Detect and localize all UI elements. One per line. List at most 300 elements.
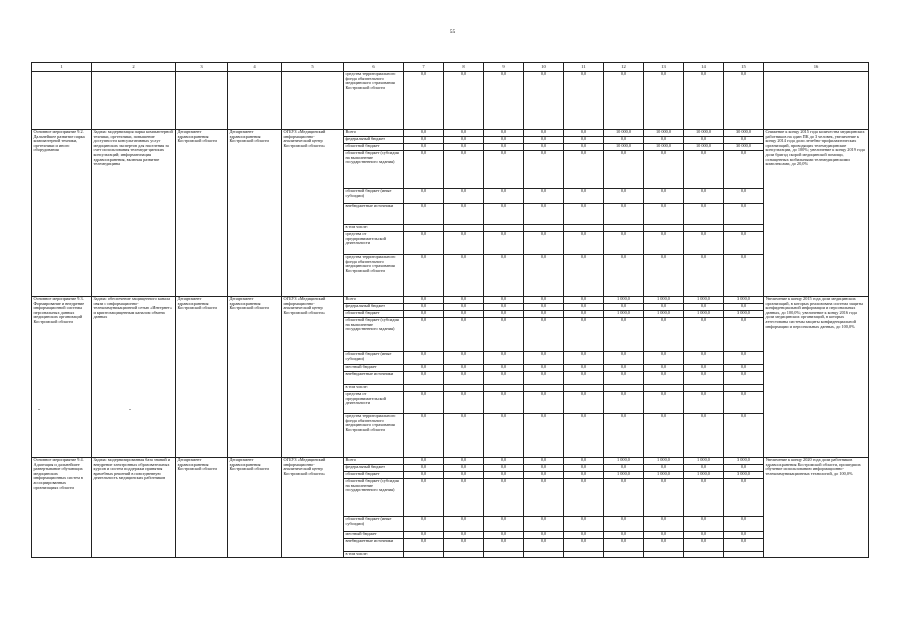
amount-cell: 0,0 xyxy=(564,458,604,465)
amount-cell xyxy=(524,385,564,392)
amount-cell: 0,0 xyxy=(404,539,444,552)
empty-cell xyxy=(176,72,228,130)
co-executor: Департамент здравоохранения Костромской области xyxy=(176,458,228,558)
amount-cell: 0,0 xyxy=(524,318,564,352)
amount-cell: 0,0 xyxy=(484,472,524,479)
empty-cell xyxy=(228,72,282,130)
amount-cell xyxy=(404,225,444,232)
amount-cell: 0,0 xyxy=(684,414,724,458)
amount-cell: 0,0 xyxy=(444,255,484,297)
table-row xyxy=(32,297,869,304)
expected-result: Увеличение к концу 2020 года доли работников здравоохранения Костромской области, прошедших обучение использованию информационно-телекоммуникационных технологий, до 100,0% xyxy=(764,458,869,558)
header-row xyxy=(32,63,869,72)
amount-cell: 0,0 xyxy=(724,465,764,472)
amount-cell: 0,0 xyxy=(444,204,484,225)
amount-cell: 1 000,0 xyxy=(604,472,644,479)
amount-cell: 0,0 xyxy=(724,352,764,365)
amount-cell: 0,0 xyxy=(444,318,484,352)
amount-cell: 0,0 xyxy=(444,232,484,255)
column-number: 8 xyxy=(444,63,484,72)
funding-source: областной бюджет (иные субсидии) xyxy=(344,352,404,365)
amount-cell: 0,0 xyxy=(524,130,564,137)
amount-cell: 0,0 xyxy=(404,311,444,318)
customer: Департамент здравоохранения Костромской области xyxy=(228,297,282,458)
amount-cell: 0,0 xyxy=(684,365,724,372)
amount-cell: 0,0 xyxy=(404,532,444,539)
amount-cell: 0,0 xyxy=(404,465,444,472)
amount-cell: 0,0 xyxy=(564,414,604,458)
amount-cell: 1 000,0 xyxy=(604,458,644,465)
amount-cell: 0,0 xyxy=(484,255,524,297)
amount-cell: 0,0 xyxy=(404,414,444,458)
amount-cell: 0,0 xyxy=(404,479,444,517)
amount-cell: 0,0 xyxy=(524,372,564,385)
amount-cell: 0,0 xyxy=(644,465,684,472)
amount-cell: 0,0 xyxy=(564,318,604,352)
amount-cell: 0,0 xyxy=(524,151,564,189)
amount-cell xyxy=(724,225,764,232)
funding-source: областной бюджет (субсидия на выполнение государственного задания) xyxy=(344,479,404,517)
amount-cell: 0,0 xyxy=(484,392,524,414)
amount-cell: 0,0 xyxy=(684,532,724,539)
empty-cell xyxy=(764,72,869,130)
amount-cell: 0,0 xyxy=(404,144,444,151)
amount-cell: 0,0 xyxy=(444,297,484,304)
amount-cell: 0,0 xyxy=(404,318,444,352)
amount-cell: 0,0 xyxy=(444,311,484,318)
funding-source: областной бюджет xyxy=(344,311,404,318)
amount-cell: 0,0 xyxy=(564,465,604,472)
amount-cell: 0,0 xyxy=(524,311,564,318)
amount-cell: 0,0 xyxy=(564,365,604,372)
amount-cell: 0,0 xyxy=(644,365,684,372)
empty-cell xyxy=(32,72,92,130)
measure-task: Задача: модернизация парка компьютерной техники, оргтехники, повышение доступности консультативных услуг медицинских экспертов для населения за счет использования телемеди-цинских консультаций; информатизация здравоохранения, включая развитие телемедицины xyxy=(92,130,176,297)
amount-cell xyxy=(724,552,764,558)
amount-cell xyxy=(404,385,444,392)
amount-cell: 0,0 xyxy=(564,232,604,255)
amount-cell: 0,0 xyxy=(524,539,564,552)
amount-cell: 0,0 xyxy=(604,479,644,517)
amount-cell: 0,0 xyxy=(724,392,764,414)
amount-cell: 0,0 xyxy=(444,144,484,151)
amount-cell: 3 000,0 xyxy=(724,311,764,318)
amount-cell xyxy=(724,385,764,392)
amount-cell: 0,0 xyxy=(404,232,444,255)
amount-cell: 1 000,0 xyxy=(684,458,724,465)
measure-task: Задача: обеспечение защищенного канала связи с информационно-телекоммуникационной сетью «Интернет» и криптозащищенным каналом обмена данных xyxy=(92,297,176,458)
executor: ОГБУЗ «Медицинский информационно-аналитический центр Костромской области» xyxy=(282,297,344,458)
amount-cell: 0,0 xyxy=(484,311,524,318)
amount-cell: 0,0 xyxy=(524,297,564,304)
amount-cell: 0,0 xyxy=(404,392,444,414)
amount-cell: 0,0 xyxy=(604,465,644,472)
amount-cell: 0,0 xyxy=(604,72,644,130)
amount-cell: 0,0 xyxy=(604,204,644,225)
amount-cell: 0,0 xyxy=(684,255,724,297)
amount-cell: 0,0 xyxy=(564,137,604,144)
amount-cell: 0,0 xyxy=(644,532,684,539)
amount-cell: 0,0 xyxy=(484,532,524,539)
amount-cell: 0,0 xyxy=(524,352,564,365)
amount-cell: 0,0 xyxy=(444,532,484,539)
amount-cell: 0,0 xyxy=(444,372,484,385)
amount-cell: 0,0 xyxy=(484,414,524,458)
amount-cell: 0,0 xyxy=(484,465,524,472)
amount-cell: 0,0 xyxy=(404,204,444,225)
amount-cell: 0,0 xyxy=(484,318,524,352)
amount-cell xyxy=(564,385,604,392)
amount-cell: 0,0 xyxy=(724,479,764,517)
amount-cell: 0,0 xyxy=(484,297,524,304)
amount-cell: 0,0 xyxy=(724,189,764,204)
amount-cell: 0,0 xyxy=(684,392,724,414)
amount-cell: 0,0 xyxy=(644,304,684,311)
amount-cell: 0,0 xyxy=(644,151,684,189)
measure-task: Задача: модернизированная база знаний и внедрение электронных образовательных курсов и систем поддержки принятия врачебных решений в повседневную деятельность медицинских работников xyxy=(92,458,176,558)
amount-cell: 0,0 xyxy=(484,189,524,204)
amount-cell: 0,0 xyxy=(564,204,604,225)
amount-cell: 0,0 xyxy=(524,532,564,539)
amount-cell: 0,0 xyxy=(724,365,764,372)
amount-cell: 0,0 xyxy=(564,304,604,311)
amount-cell: 0,0 xyxy=(564,189,604,204)
amount-cell: 10 000,0 xyxy=(644,130,684,137)
amount-cell: 0,0 xyxy=(524,304,564,311)
amount-cell: 10 000,0 xyxy=(684,130,724,137)
amount-cell: 0,0 xyxy=(604,532,644,539)
amount-cell: 3 000,0 xyxy=(724,297,764,304)
amount-cell: 0,0 xyxy=(644,539,684,552)
amount-cell: 0,0 xyxy=(484,352,524,365)
column-number: 6 xyxy=(344,63,404,72)
amount-cell: 0,0 xyxy=(564,255,604,297)
funding-source: внебюджетные источники xyxy=(344,372,404,385)
amount-cell: 0,0 xyxy=(684,318,724,352)
amount-cell xyxy=(644,552,684,558)
amount-cell: 0,0 xyxy=(484,479,524,517)
amount-cell: 0,0 xyxy=(484,517,524,532)
amount-cell: 0,0 xyxy=(484,72,524,130)
amount-cell: 0,0 xyxy=(604,255,644,297)
amount-cell: 0,0 xyxy=(684,539,724,552)
amount-cell: 0,0 xyxy=(644,204,684,225)
amount-cell xyxy=(684,552,724,558)
amount-cell: 0,0 xyxy=(644,318,684,352)
amount-cell: 0,0 xyxy=(604,365,644,372)
amount-cell: 0,0 xyxy=(444,151,484,189)
amount-cell: 1 000,0 xyxy=(644,458,684,465)
amount-cell: 0,0 xyxy=(444,465,484,472)
column-number: 12 xyxy=(604,63,644,72)
funding-source: внебюджетные источники xyxy=(344,204,404,225)
amount-cell: 0,0 xyxy=(724,532,764,539)
amount-cell: 0,0 xyxy=(684,151,724,189)
amount-cell: 10 000,0 xyxy=(684,144,724,151)
amount-cell: 0,0 xyxy=(524,479,564,517)
amount-cell: 0,0 xyxy=(684,465,724,472)
funding-source: местный бюджет xyxy=(344,532,404,539)
amount-cell: 1 000,0 xyxy=(644,472,684,479)
amount-cell: 0,0 xyxy=(604,304,644,311)
customer: Департамент здравоохранения Костромской области xyxy=(228,458,282,558)
amount-cell: 0,0 xyxy=(404,151,444,189)
amount-cell: 0,0 xyxy=(404,365,444,372)
amount-cell: 0,0 xyxy=(404,304,444,311)
amount-cell: 0,0 xyxy=(444,392,484,414)
amount-cell: 0,0 xyxy=(564,72,604,130)
amount-cell: 10 000,0 xyxy=(644,144,684,151)
amount-cell: 0,0 xyxy=(484,539,524,552)
amount-cell: 0,0 xyxy=(604,539,644,552)
amount-cell: 0,0 xyxy=(684,72,724,130)
amount-cell: 0,0 xyxy=(684,352,724,365)
amount-cell: 0,0 xyxy=(524,458,564,465)
amount-cell xyxy=(484,385,524,392)
amount-cell: 0,0 xyxy=(524,72,564,130)
amount-cell: 1 000,0 xyxy=(604,311,644,318)
amount-cell: 0,0 xyxy=(564,151,604,189)
amount-cell xyxy=(644,225,684,232)
amount-cell: 1 000,0 xyxy=(684,311,724,318)
amount-cell: 0,0 xyxy=(444,472,484,479)
amount-cell: 0,0 xyxy=(564,144,604,151)
amount-cell: 0,0 xyxy=(644,392,684,414)
column-number: 10 xyxy=(524,63,564,72)
amount-cell: 0,0 xyxy=(444,72,484,130)
column-number: 3 xyxy=(176,63,228,72)
empty-cell xyxy=(282,72,344,130)
funding-source: областной бюджет (иные субсидии) xyxy=(344,189,404,204)
amount-cell: 0,0 xyxy=(404,255,444,297)
amount-cell: 0,0 xyxy=(684,372,724,385)
co-executor: Департамент здравоохранения Костромской области xyxy=(176,297,228,458)
table-row xyxy=(32,458,869,465)
amount-cell xyxy=(444,225,484,232)
amount-cell: 0,0 xyxy=(524,414,564,458)
amount-cell: 0,0 xyxy=(484,130,524,137)
empty-cell xyxy=(92,72,176,130)
funding-source: областной бюджет xyxy=(344,472,404,479)
amount-cell: 0,0 xyxy=(724,232,764,255)
column-number: 11 xyxy=(564,63,604,72)
amount-cell: 10 000,0 xyxy=(604,130,644,137)
funding-source: в том числе: xyxy=(344,225,404,232)
amount-cell: 0,0 xyxy=(604,137,644,144)
amount-cell: 0,0 xyxy=(484,365,524,372)
amount-cell: 0,0 xyxy=(524,232,564,255)
amount-cell xyxy=(564,225,604,232)
amount-cell: 0,0 xyxy=(444,137,484,144)
amount-cell xyxy=(604,385,644,392)
funding-source: областной бюджет xyxy=(344,144,404,151)
amount-cell: 0,0 xyxy=(564,372,604,385)
amount-cell: 0,0 xyxy=(524,465,564,472)
co-executor: Департамент здравоохранения Костромской области xyxy=(176,130,228,297)
amount-cell: 0,0 xyxy=(684,517,724,532)
scan-mark: ‑ xyxy=(38,407,40,413)
amount-cell: 1 000,0 xyxy=(684,297,724,304)
funding-source: федеральный бюджет xyxy=(344,304,404,311)
amount-cell: 0,0 xyxy=(724,517,764,532)
amount-cell: 0,0 xyxy=(644,137,684,144)
amount-cell: 0,0 xyxy=(684,189,724,204)
amount-cell: 0,0 xyxy=(404,472,444,479)
amount-cell: 0,0 xyxy=(404,458,444,465)
funding-source: областной бюджет (иные субсидии) xyxy=(344,517,404,532)
amount-cell: 0,0 xyxy=(484,144,524,151)
amount-cell: 0,0 xyxy=(484,151,524,189)
amount-cell: 0,0 xyxy=(404,137,444,144)
expected-result: Снижение к концу 2015 года количества медицинских работников на один ПК до 3 человек, увеличение к концу 2014 года доли лечебно-профилактических организаций, проводящих телемедицинские консультации, до 100%; увеличение к концу 2019 года доли бригад скорой медицинской помощи, оснащенных мобильными телемедицинскими комплексами, до 20,0% xyxy=(764,130,869,297)
amount-cell: 0,0 xyxy=(644,189,684,204)
amount-cell: 0,0 xyxy=(404,372,444,385)
funding-source: федеральный бюджет xyxy=(344,137,404,144)
expected-result: Увеличение к концу 2015 года доли медицинских организаций, в которых реализована система защиты конфиденциальной информации и персональных данных, до 100,0%; увеличение к концу 2016 года доли медицинских организаций, в которых аттестованы системы защиты конфиденциальной информации и персональных данных, до 100,0% xyxy=(764,297,869,458)
amount-cell: 0,0 xyxy=(564,539,604,552)
measure-title: Основное мероприятие 9.2. Дальнейшее развитие парка компьютерной техники, оргтехники и иного оборудования xyxy=(32,130,92,297)
amount-cell: 0,0 xyxy=(524,144,564,151)
amount-cell: 0,0 xyxy=(404,72,444,130)
amount-cell xyxy=(684,225,724,232)
amount-cell: 0,0 xyxy=(524,392,564,414)
amount-cell: 0,0 xyxy=(724,414,764,458)
amount-cell: 0,0 xyxy=(724,255,764,297)
amount-cell: 0,0 xyxy=(724,318,764,352)
amount-cell: 0,0 xyxy=(724,151,764,189)
amount-cell: 0,0 xyxy=(564,517,604,532)
amount-cell: 0,0 xyxy=(484,232,524,255)
amount-cell: 0,0 xyxy=(604,352,644,365)
funding-source: Всего xyxy=(344,130,404,137)
amount-cell: 0,0 xyxy=(644,479,684,517)
amount-cell: 0,0 xyxy=(604,151,644,189)
amount-cell: 10 000,0 xyxy=(604,144,644,151)
amount-cell: 0,0 xyxy=(564,472,604,479)
scan-mark: ‑ xyxy=(129,407,131,413)
amount-cell: 0,0 xyxy=(604,414,644,458)
amount-cell: 0,0 xyxy=(444,539,484,552)
amount-cell: 0,0 xyxy=(644,414,684,458)
funding-source: внебюджетные источники xyxy=(344,539,404,552)
amount-cell xyxy=(444,552,484,558)
amount-cell: 0,0 xyxy=(524,189,564,204)
amount-cell: 0,0 xyxy=(604,372,644,385)
amount-cell: 0,0 xyxy=(564,392,604,414)
amount-cell: 0,0 xyxy=(684,137,724,144)
amount-cell: 0,0 xyxy=(564,352,604,365)
amount-cell: 0,0 xyxy=(524,365,564,372)
funding-source: областной бюджет (субсидия на выполнение государственного задания) xyxy=(344,151,404,189)
amount-cell: 0,0 xyxy=(564,130,604,137)
amount-cell: 0,0 xyxy=(724,539,764,552)
funding-source: средства территориального фонда обязательного медицинского страхования Костромской области xyxy=(344,72,404,130)
funding-source: в том числе: xyxy=(344,385,404,392)
amount-cell: 0,0 xyxy=(444,304,484,311)
customer: Департамент здравоохранения Костромской области xyxy=(228,130,282,297)
amount-cell: 0,0 xyxy=(404,130,444,137)
funding-source: средства территориального фонда обязательного медицинского страхования Костромской области xyxy=(344,255,404,297)
amount-cell: 0,0 xyxy=(444,458,484,465)
funding-source: федеральный бюджет xyxy=(344,465,404,472)
amount-cell: 1 000,0 xyxy=(644,297,684,304)
measure-title: Основное мероприятие 9.4. Адаптация и дальнейшее развертывание обучающих медицинских информационных систем в ассоциированных организациях области xyxy=(32,458,92,558)
column-number: 7 xyxy=(404,63,444,72)
amount-cell: 0,0 xyxy=(484,204,524,225)
page-number: 55 xyxy=(449,29,456,35)
amount-cell: 30 000,0 xyxy=(724,130,764,137)
amount-cell: 0,0 xyxy=(404,352,444,365)
amount-cell: 0,0 xyxy=(404,189,444,204)
program-budget-table xyxy=(31,62,869,558)
column-number: 1 xyxy=(32,63,92,72)
column-number: 13 xyxy=(644,63,684,72)
amount-cell: 0,0 xyxy=(524,255,564,297)
column-number: 2 xyxy=(92,63,176,72)
amount-cell: 0,0 xyxy=(484,137,524,144)
amount-cell: 0,0 xyxy=(604,392,644,414)
column-number: 16 xyxy=(764,63,869,72)
amount-cell: 0,0 xyxy=(564,311,604,318)
column-number: 14 xyxy=(684,63,724,72)
amount-cell: 0,0 xyxy=(484,458,524,465)
funding-source: в том числе: xyxy=(344,552,404,558)
executor: ОГБУЗ «Медицинский информационно-аналитический центр Костромской области» xyxy=(282,130,344,297)
amount-cell: 0,0 xyxy=(644,72,684,130)
amount-cell: 0,0 xyxy=(724,72,764,130)
amount-cell xyxy=(604,225,644,232)
amount-cell: 0,0 xyxy=(444,130,484,137)
amount-cell: 0,0 xyxy=(684,304,724,311)
amount-cell: 0,0 xyxy=(644,352,684,365)
amount-cell: 0,0 xyxy=(644,517,684,532)
amount-cell xyxy=(604,552,644,558)
amount-cell: 0,0 xyxy=(604,318,644,352)
amount-cell: 0,0 xyxy=(524,204,564,225)
amount-cell: 0,0 xyxy=(604,232,644,255)
amount-cell: 0,0 xyxy=(684,204,724,225)
amount-cell xyxy=(524,225,564,232)
funding-source: средства от предпринимательской деятельности xyxy=(344,232,404,255)
column-number: 5 xyxy=(282,63,344,72)
amount-cell: 0,0 xyxy=(444,479,484,517)
amount-cell: 1 000,0 xyxy=(644,311,684,318)
amount-cell: 0,0 xyxy=(484,304,524,311)
amount-cell xyxy=(644,385,684,392)
column-number: 4 xyxy=(228,63,282,72)
amount-cell: 0,0 xyxy=(484,372,524,385)
amount-cell: 0,0 xyxy=(444,517,484,532)
funding-source: средства территориального фонда обязательного медицинского страхования Костромской области xyxy=(344,414,404,458)
funding-source: Всего xyxy=(344,297,404,304)
amount-cell: 0,0 xyxy=(564,532,604,539)
column-number: 9 xyxy=(484,63,524,72)
amount-cell: 0,0 xyxy=(444,414,484,458)
amount-cell xyxy=(564,552,604,558)
amount-cell: 0,0 xyxy=(524,137,564,144)
amount-cell: 0,0 xyxy=(724,372,764,385)
amount-cell: 3 000,0 xyxy=(724,472,764,479)
amount-cell: 30 000,0 xyxy=(724,144,764,151)
amount-cell: 0,0 xyxy=(444,352,484,365)
amount-cell: 0,0 xyxy=(604,189,644,204)
carryover-row xyxy=(32,72,869,130)
amount-cell xyxy=(484,552,524,558)
amount-cell xyxy=(404,552,444,558)
funding-source: средства от предпринимательской деятельности xyxy=(344,392,404,414)
amount-cell: 0,0 xyxy=(604,517,644,532)
amount-cell: 0,0 xyxy=(404,517,444,532)
